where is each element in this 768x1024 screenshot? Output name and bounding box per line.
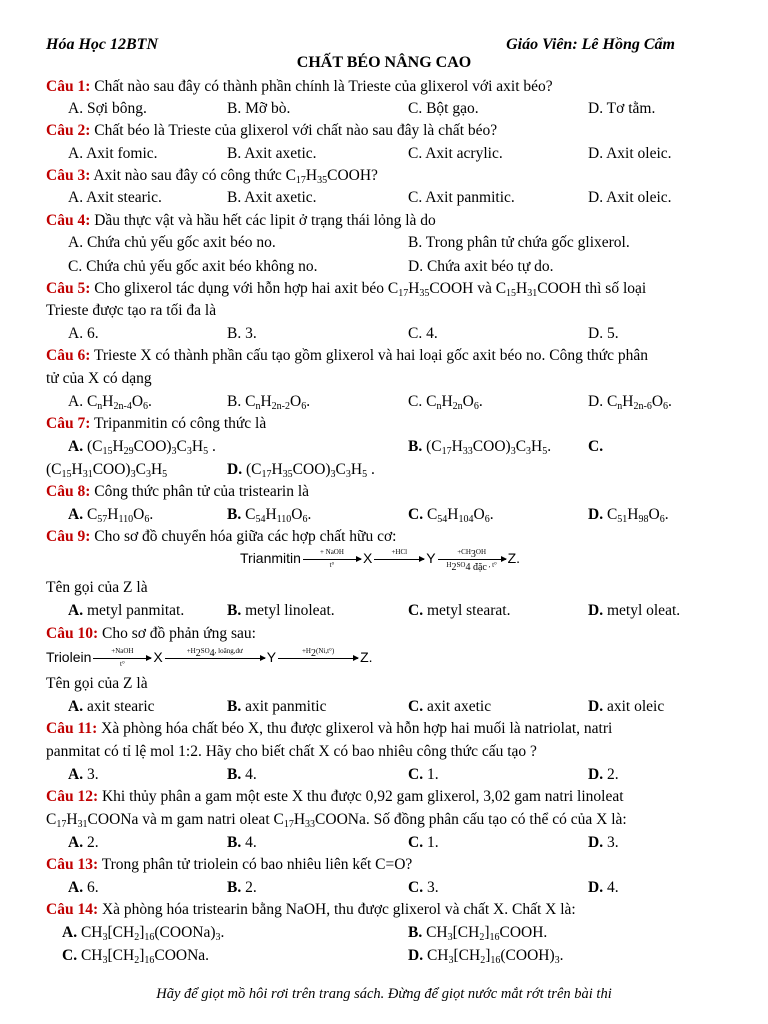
question-number: Câu 1: <box>46 78 91 95</box>
option-b[interactable]: B. Mỡ bò. <box>227 100 291 117</box>
arrow-icon: $+CH_3OH$ $H_2SO_{4 đặc}$ , t° <box>438 559 506 560</box>
option-c[interactable]: C. $CH_3[CH_2]_{16}COONa$. <box>62 947 210 966</box>
question-5: Câu 5: Cho glixerol tác dụng với hỗn hợp hai axit béo $C_{17}H_{35}COOH$ và $C_{15}H_{31}COOH$ thì số loại <box>46 280 647 299</box>
option-a[interactable]: A. $C_nH_{2n-4}O_6$. <box>68 393 152 412</box>
question-number: Câu 5: <box>46 280 91 297</box>
question-12 <box>46 786 736 808</box>
option-b[interactable]: B. metyl linoleat. <box>227 602 335 619</box>
option-c[interactable]: C. metyl stearat. <box>408 602 511 619</box>
question-number: Câu 3: <box>46 167 91 184</box>
option-b[interactable]: B. $C_{54}H_{110}O_6$. <box>227 506 312 525</box>
question-text: Khi thủy phân a gam một este X thu được 0,92 gam glixerol, 3,02 gam natri linoleat <box>98 788 624 805</box>
option-a[interactable]: A. Axit fomic. <box>68 145 158 162</box>
option-d[interactable]: D. Tơ tằm. <box>588 100 656 117</box>
question-5-line2: Trieste được tạo ra tối đa là <box>46 302 217 319</box>
page-title: CHẤT BÉO NÂNG CAO <box>296 54 472 71</box>
question-text: Xà phòng hóa chất béo X, thu được glixerol và hỗn hợp hai muối là natriolat, natri <box>97 720 613 737</box>
question-6-line2: tử của X có dạng <box>46 370 152 387</box>
option-c[interactable]: C. axit axetic <box>408 698 492 715</box>
question-10 <box>46 623 736 645</box>
arrow-icon: +NaOH t° <box>93 658 151 659</box>
question-text: Tripanmitin có công thức là <box>90 415 267 432</box>
option-b[interactable]: B. $CH_3[CH_2]_{16}COOH$. <box>408 924 548 943</box>
option-a[interactable]: A. Sợi bông. <box>68 100 147 117</box>
option-c[interactable]: C. $C_{54}H_{104}O_6$. <box>408 506 494 525</box>
option-b[interactable]: B. 2. <box>227 879 257 896</box>
option-a[interactable]: A. metyl panmitat. <box>68 602 185 619</box>
question-3: Câu 3: Axit nào sau đây có công thức $C_{17}H_{35}COOH$? <box>46 167 378 186</box>
question-4 <box>46 210 736 232</box>
option-d[interactable]: D. metyl oleat. <box>588 602 681 619</box>
question-number: Câu 4: <box>46 212 91 229</box>
option-c[interactable]: C. Chứa chủ yếu gốc axit béo không no. <box>68 258 318 275</box>
option-c[interactable]: C. 3. <box>408 879 439 896</box>
question-text: Cho sơ đồ chuyển hóa giữa các hợp chất hữu cơ: <box>90 528 397 545</box>
option-a[interactable]: A. $C_{57}H_{110}O_6$. <box>68 506 154 525</box>
teacher-label: Giáo Viên: Lê Hồng Cẩm <box>506 36 675 53</box>
question-12-line2: $C_{17}H_{31}COONa$ và m gam natri oleat $C_{17}H_{33}COONa$. Số đồng phân cấu tạo có thể có của X là: <box>46 811 627 830</box>
option-d[interactable]: D. 3. <box>588 834 619 851</box>
option-c[interactable]: C. Axit panmitic. <box>408 189 515 206</box>
option-c-label[interactable]: C. <box>588 438 604 455</box>
option-a[interactable]: A. 3. <box>68 766 99 783</box>
question-11 <box>46 718 736 740</box>
option-a[interactable]: A. 6. <box>68 879 99 896</box>
question-7 <box>46 413 736 435</box>
arrow-icon: + NaOH t° <box>303 559 361 560</box>
question-13 <box>46 854 736 876</box>
question-number: Câu 6: <box>46 347 91 364</box>
option-d[interactable]: D. Axit oleic. <box>588 145 672 162</box>
question-number: Câu 14: <box>46 901 99 918</box>
question-number: Câu 13: <box>46 856 99 873</box>
option-c[interactable]: C. $C_nH_{2n}O_6$. <box>408 393 483 412</box>
question-number: Câu 2: <box>46 122 91 139</box>
option-c[interactable]: C. Bột gạo. <box>408 100 479 117</box>
question-8 <box>46 481 736 503</box>
question-number: Câu 9: <box>46 528 91 545</box>
option-d[interactable]: D. 5. <box>588 325 619 342</box>
option-b[interactable]: B. $(C_{17}H_{33}COO)_3C_3H_5$. <box>408 438 552 457</box>
question-text: Chất béo là Trieste của glixerol với chất nào sau đây là chất béo? <box>90 122 498 139</box>
option-c[interactable]: C. 1. <box>408 834 439 851</box>
question-1 <box>46 76 736 98</box>
option-d[interactable]: D. Axit oleic. <box>588 189 672 206</box>
question-text: Axit nào sau đây có công thức C <box>90 167 296 184</box>
option-d[interactable]: D. 4. <box>588 879 619 896</box>
arrow-icon: $+H_2SO_4$, loãng,dư <box>165 658 265 659</box>
question-number: Câu 12: <box>46 788 99 805</box>
option-a[interactable]: A. Axit stearic. <box>68 189 162 206</box>
question-text: Dầu thực vật và hầu hết các lipit ở trạng thái lỏng là do <box>90 212 436 229</box>
option-c[interactable]: $(C_{15}H_{31}COO)_3C_3H_5$ <box>46 461 168 480</box>
option-a[interactable]: A. $CH_3[CH_2]_{16}(COONa)_3$. <box>62 924 225 943</box>
option-b[interactable]: B. axit panmitic <box>227 698 327 715</box>
option-d[interactable]: D. $C_{51}H_{98}O_6$. <box>588 506 669 525</box>
option-a[interactable]: A. 2. <box>68 834 99 851</box>
question-text: Trong phân tử triolein có bao nhiêu liên kết C=O? <box>98 856 413 873</box>
option-c[interactable]: C. 1. <box>408 766 439 783</box>
footer-quote: Hãy để giọt mồ hôi rơi trên trang sách. Đừng để giọt nước mắt rớt trên bài thi <box>156 986 612 1002</box>
option-b[interactable]: B. 3. <box>227 325 257 342</box>
question-14 <box>46 899 736 921</box>
course-label: Hóa Học 12BTN <box>46 36 158 53</box>
arrow-icon: $+H_2(Ni,t^\circ)$ <box>278 658 358 659</box>
question-text: Chất nào sau đây có thành phần chính là Trieste của glixerol với axit béo? <box>90 78 553 95</box>
option-a[interactable]: A. 6. <box>68 325 99 342</box>
option-d[interactable]: D. Chứa axit béo tự do. <box>408 258 554 275</box>
option-d[interactable]: D. axit oleic <box>588 698 665 715</box>
option-b[interactable]: B. 4. <box>227 834 257 851</box>
reaction-scheme-9: Trianmitin + NaOH t° X +HCl Y $+CH_3OH$ $H_2SO_{4 đặc}$ , t° Z. <box>240 547 521 573</box>
question-text: Trieste X có thành phần cấu tạo gồm glixerol và hai loại gốc axit béo no. Công thức phân <box>90 347 649 364</box>
arrow-icon: +HCl <box>374 559 424 560</box>
option-c[interactable]: C. 4. <box>408 325 438 342</box>
question-text: Công thức phân tử của tristearin là <box>90 483 310 500</box>
question-number: Câu 10: <box>46 625 99 642</box>
option-b[interactable]: B. Trong phân tử chứa gốc glixerol. <box>408 234 630 251</box>
option-b[interactable]: B. Axit axetic. <box>227 189 317 206</box>
question-6 <box>46 345 736 367</box>
question-9 <box>46 526 736 548</box>
question-number: Câu 7: <box>46 415 91 432</box>
question-number: Câu 8: <box>46 483 91 500</box>
reaction-scheme-10: Triolein +NaOH t° X $+H_2SO_4$, loãng,dư Y $+H_2(Ni,t^\circ)$ Z. <box>46 646 373 668</box>
option-a[interactable]: A. Chứa chủ yếu gốc axit béo no. <box>68 234 276 251</box>
question-text: Cho sơ đồ phản ứng sau: <box>98 625 256 642</box>
question-11-line2: panmitat có tỉ lệ mol 1:2. Hãy cho biết chất X có bao nhiêu công thức cấu tạo ? <box>46 743 537 760</box>
option-a[interactable]: A. $(C_{15}H_{29}COO)_3C_3H_5$ . <box>68 438 216 457</box>
option-d[interactable]: D. $C_nH_{2n-6}O_6$. <box>588 393 672 412</box>
question-2 <box>46 120 736 142</box>
question-text: Xà phòng hóa tristearin bằng NaOH, thu được glixerol và chất X. Chất X là: <box>98 901 576 918</box>
option-b[interactable]: B. 4. <box>227 766 257 783</box>
option-b[interactable]: B. Axit axetic. <box>227 145 317 162</box>
question-9-line2: Tên gọi của Z là <box>46 579 148 596</box>
option-c[interactable]: C. Axit acrylic. <box>408 145 503 162</box>
option-d[interactable]: D. $(C_{17}H_{35}COO)_3C_3H_5$ . <box>227 461 375 480</box>
question-10-line2: Tên gọi của Z là <box>46 675 148 692</box>
option-b[interactable]: B. $C_nH_{2n-2}O_6$. <box>227 393 311 412</box>
question-number: Câu 11: <box>46 720 98 737</box>
option-a[interactable]: A. axit stearic <box>68 698 155 715</box>
option-d[interactable]: D. $CH_3[CH_2]_{16}(COOH)_3$. <box>408 947 564 966</box>
option-d[interactable]: D. 2. <box>588 766 619 783</box>
